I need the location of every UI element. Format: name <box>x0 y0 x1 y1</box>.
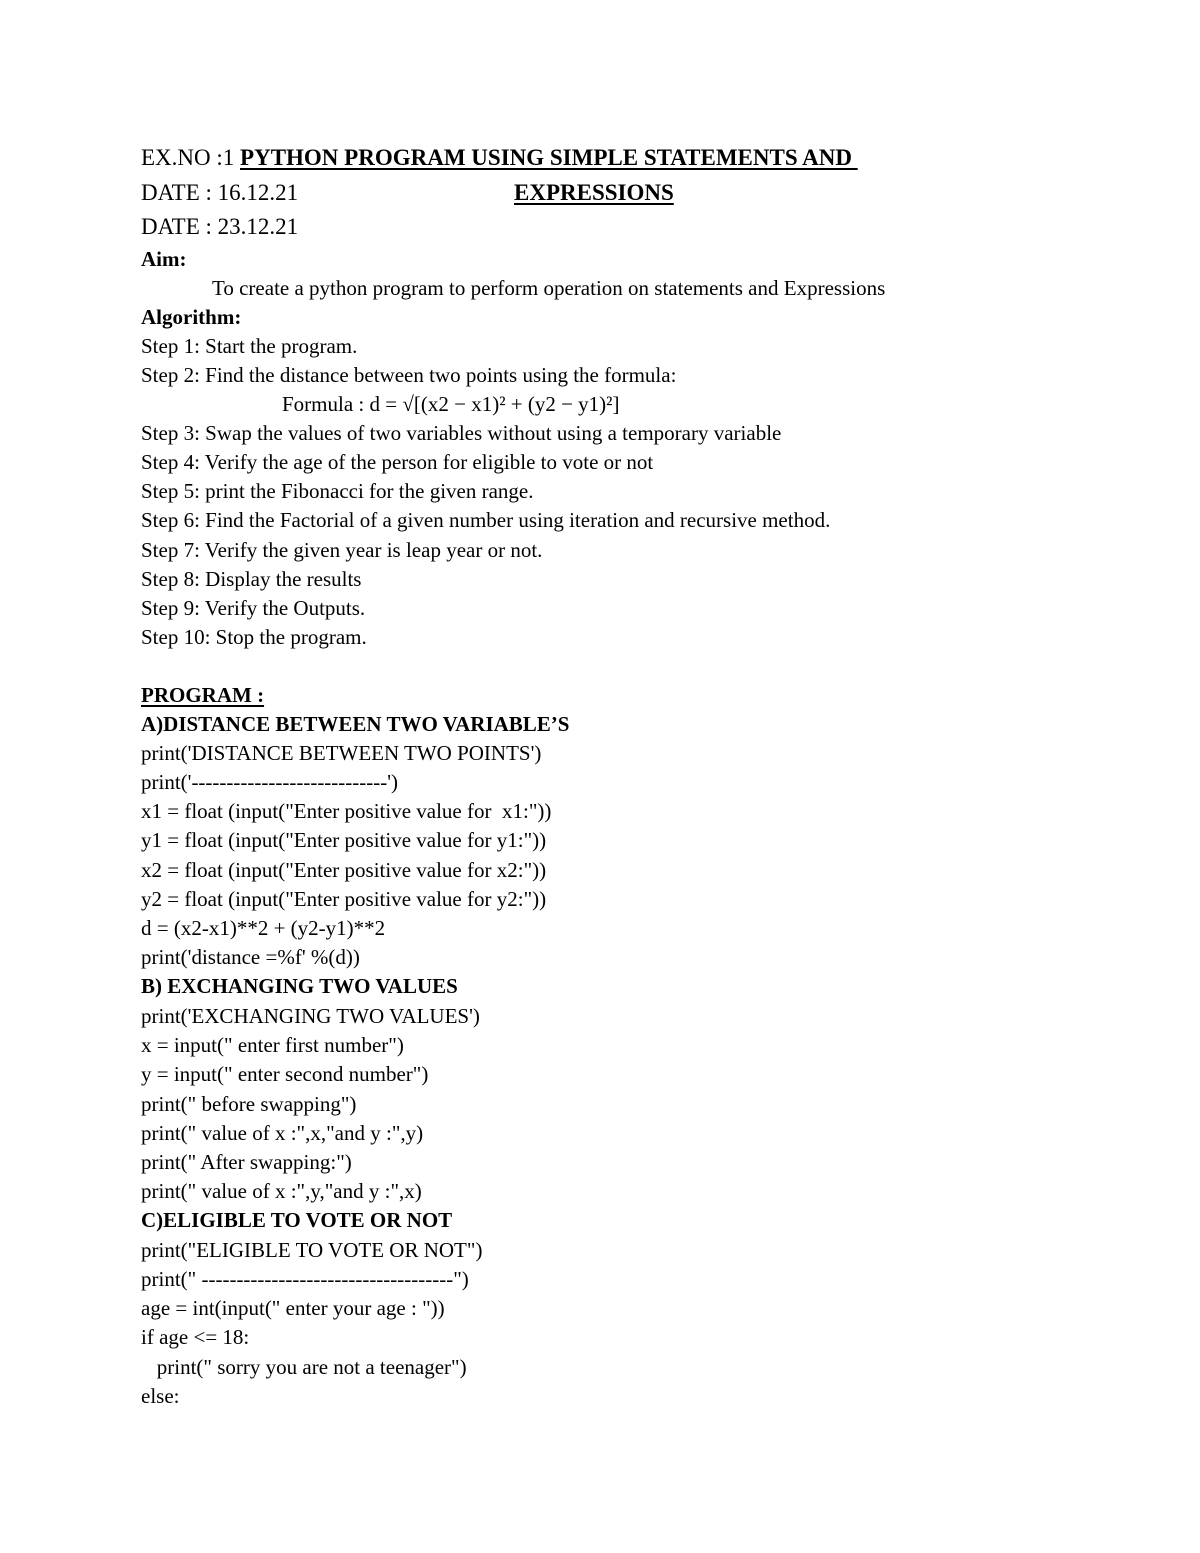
code-line: if age <= 18: <box>141 1325 250 1349</box>
code-line: x2 = float (input("Enter positive value for x2:")) <box>141 858 547 882</box>
code-line: print('----------------------------') <box>141 770 399 794</box>
code-line: x = input(" enter first number") <box>141 1033 404 1057</box>
algorithm-step: Step 5: print the Fibonacci for the given range. <box>141 479 534 503</box>
code-line: print("ELIGIBLE TO VOTE OR NOT") <box>141 1238 483 1262</box>
algorithm-step: Step 9: Verify the Outputs. <box>141 596 366 620</box>
program-heading: PROGRAM : <box>141 683 265 707</box>
code-line: print(" before swapping") <box>141 1092 357 1116</box>
algorithm-step: Step 3: Swap the values of two variables without using a temporary variable <box>141 421 782 445</box>
algorithm-step: Step 6: Find the Factorial of a given number using iteration and recursive method. <box>141 508 831 532</box>
code-line: print(" ------------------------------------") <box>141 1267 469 1291</box>
date-1: DATE : 16.12.21 <box>141 180 299 205</box>
section-b-heading: B) EXCHANGING TWO VALUES <box>141 974 458 998</box>
title-line-1: PYTHON PROGRAM USING SIMPLE STATEMENTS AND <box>240 145 858 170</box>
exno-line <box>141 146 858 169</box>
aim-heading: Aim: <box>141 247 187 271</box>
algorithm-step: Step 2: Find the distance between two points using the formula: <box>141 363 677 387</box>
code-line: y = input(" enter second number") <box>141 1062 429 1086</box>
algorithm-step: Step 8: Display the results <box>141 567 362 591</box>
code-line: print(" value of x :",y,"and y :",x) <box>141 1179 422 1203</box>
code-line: x1 = float (input("Enter positive value for x1:")) <box>141 799 552 823</box>
code-line: print(" After swapping:") <box>141 1150 352 1174</box>
aim-text: To create a python program to perform operation on statements and Expressions <box>212 276 886 300</box>
code-line: print('DISTANCE BETWEEN TWO POINTS') <box>141 741 542 765</box>
algorithm-step: Step 1: Start the program. <box>141 334 358 358</box>
title-line-2: EXPRESSIONS <box>514 180 674 205</box>
code-line: print('distance =%f' %(d)) <box>141 945 360 969</box>
section-c-heading: C)ELIGIBLE TO VOTE OR NOT <box>141 1208 453 1232</box>
date-2: DATE : 23.12.21 <box>141 214 299 239</box>
code-line: y2 = float (input("Enter positive value for y2:")) <box>141 887 547 911</box>
algorithm-step: Step 10: Stop the program. <box>141 625 367 649</box>
distance-formula: Formula : d = √[(x2 − x1)² + (y2 − y1)²] <box>282 392 620 416</box>
code-line: age = int(input(" enter your age : ")) <box>141 1296 445 1320</box>
code-line: d = (x2-x1)**2 + (y2-y1)**2 <box>141 916 386 940</box>
code-line: print('EXCHANGING TWO VALUES') <box>141 1004 480 1028</box>
exno-label: EX.NO :1 <box>141 145 241 170</box>
code-line: y1 = float (input("Enter positive value for y1:")) <box>141 828 547 852</box>
section-a-heading: A)DISTANCE BETWEEN TWO VARIABLE’S <box>141 712 570 736</box>
algorithm-heading: Algorithm: <box>141 305 242 329</box>
code-line: else: <box>141 1384 180 1408</box>
algorithm-step: Step 4: Verify the age of the person for eligible to vote or not <box>141 450 654 474</box>
algorithm-step: Step 7: Verify the given year is leap year or not. <box>141 538 543 562</box>
code-line: print(" value of x :",x,"and y :",y) <box>141 1121 424 1145</box>
code-line: print(" sorry you are not a teenager") <box>141 1355 467 1379</box>
